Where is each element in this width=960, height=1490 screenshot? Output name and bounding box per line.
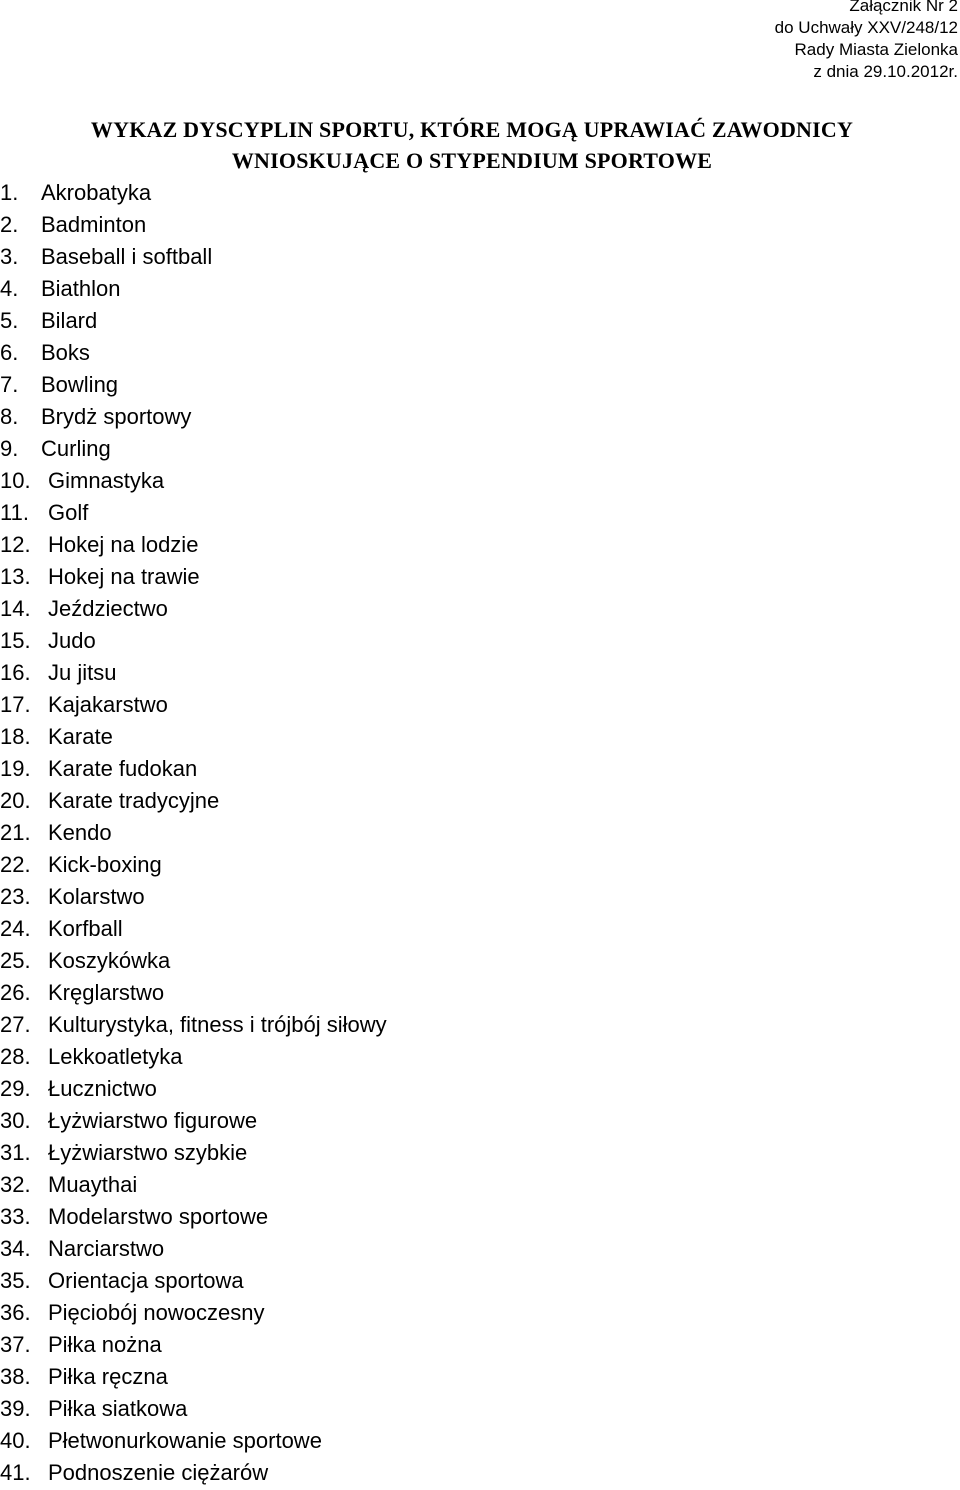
list-item-number: 1. bbox=[0, 180, 19, 205]
list-item bbox=[0, 1009, 387, 1041]
list-item-label: Kulturystyka, fitness i trójbój siłowy bbox=[48, 1012, 387, 1037]
list-item bbox=[0, 1393, 387, 1425]
list-item bbox=[0, 305, 387, 337]
document-title bbox=[0, 114, 944, 176]
list-item bbox=[0, 657, 387, 689]
annex-header bbox=[775, 0, 958, 83]
list-item-label: Jeździectwo bbox=[48, 596, 168, 621]
list-item bbox=[0, 881, 387, 913]
list-item-label: Baseball i softball bbox=[41, 244, 213, 269]
list-item-number: 15. bbox=[0, 628, 31, 653]
list-item bbox=[0, 721, 387, 753]
list-item bbox=[0, 1233, 387, 1265]
list-item-number: 21. bbox=[0, 820, 31, 845]
list-item bbox=[0, 1297, 387, 1329]
list-item-label: Bilard bbox=[41, 308, 98, 333]
list-item-label: Biathlon bbox=[41, 276, 121, 301]
list-item bbox=[0, 913, 387, 945]
list-item-label: Kick-boxing bbox=[48, 852, 162, 877]
list-item-label: Podnoszenie ciężarów bbox=[48, 1460, 269, 1485]
list-item-label: Karate fudokan bbox=[48, 756, 198, 781]
list-item-label: Narciarstwo bbox=[48, 1236, 165, 1261]
list-item-label: Golf bbox=[48, 500, 89, 525]
list-item bbox=[0, 785, 387, 817]
list-item bbox=[0, 1137, 387, 1169]
list-item bbox=[0, 465, 387, 497]
title-line-1: WYKAZ DYSCYPLIN SPORTU, KTÓRE MOGĄ UPRAWIAĆ ZAWODNICY bbox=[90, 117, 854, 142]
list-item-label: Płetwonurkowanie sportowe bbox=[48, 1428, 322, 1453]
list-item bbox=[0, 241, 387, 273]
list-item-number: 20. bbox=[0, 788, 31, 813]
list-item bbox=[0, 369, 387, 401]
list-item bbox=[0, 1329, 387, 1361]
list-item-number: 7. bbox=[0, 372, 19, 397]
annex-council: Rady Miasta Zielonka bbox=[794, 40, 958, 59]
list-item-number: 38. bbox=[0, 1364, 31, 1389]
title-line-2: WNIOSKUJĄCE O STYPENDIUM SPORTOWE bbox=[231, 148, 713, 173]
discipline-list bbox=[0, 177, 387, 1489]
list-item-label: Akrobatyka bbox=[41, 180, 152, 205]
list-item-label: Brydż sportowy bbox=[41, 404, 192, 429]
list-item-number: 32. bbox=[0, 1172, 31, 1197]
list-item bbox=[0, 1073, 387, 1105]
list-item-number: 28. bbox=[0, 1044, 31, 1069]
list-item bbox=[0, 625, 387, 657]
list-item-number: 9. bbox=[0, 436, 19, 461]
list-item-number: 11. bbox=[0, 500, 29, 525]
list-item-number: 41. bbox=[0, 1460, 31, 1485]
list-item-number: 2. bbox=[0, 212, 19, 237]
list-item-number: 29. bbox=[0, 1076, 31, 1101]
list-item bbox=[0, 817, 387, 849]
list-item-label: Badminton bbox=[41, 212, 147, 237]
list-item bbox=[0, 497, 387, 529]
list-item bbox=[0, 209, 387, 241]
list-item-label: Kendo bbox=[48, 820, 112, 845]
list-item-number: 40. bbox=[0, 1428, 31, 1453]
list-item-number: 16. bbox=[0, 660, 31, 685]
list-item-label: Piłka siatkowa bbox=[48, 1396, 188, 1421]
list-item bbox=[0, 1201, 387, 1233]
list-item bbox=[0, 1457, 387, 1489]
list-item-label: Gimnastyka bbox=[48, 468, 165, 493]
list-item-number: 39. bbox=[0, 1396, 31, 1421]
list-item-number: 4. bbox=[0, 276, 19, 301]
list-item-number: 26. bbox=[0, 980, 31, 1005]
list-item bbox=[0, 689, 387, 721]
list-item-label: Boks bbox=[41, 340, 90, 365]
list-item-label: Piłka ręczna bbox=[48, 1364, 168, 1389]
list-item-label: Łucznictwo bbox=[48, 1076, 157, 1101]
list-item bbox=[0, 529, 387, 561]
list-item bbox=[0, 1041, 387, 1073]
list-item-number: 5. bbox=[0, 308, 19, 333]
list-item bbox=[0, 561, 387, 593]
list-item bbox=[0, 177, 387, 209]
list-item bbox=[0, 977, 387, 1009]
list-item-number: 35. bbox=[0, 1268, 31, 1293]
list-item bbox=[0, 1169, 387, 1201]
list-item bbox=[0, 593, 387, 625]
list-item-number: 34. bbox=[0, 1236, 31, 1261]
list-item-number: 12. bbox=[0, 532, 31, 557]
list-item-number: 6. bbox=[0, 340, 19, 365]
list-item bbox=[0, 849, 387, 881]
list-item-label: Korfball bbox=[48, 916, 123, 941]
list-item-number: 10. bbox=[0, 468, 31, 493]
list-item-number: 14. bbox=[0, 596, 31, 621]
list-item-number: 3. bbox=[0, 244, 19, 269]
list-item-label: Muaythai bbox=[48, 1172, 138, 1197]
list-item-label: Łyżwiarstwo szybkie bbox=[48, 1140, 248, 1165]
list-item-label: Kręglarstwo bbox=[48, 980, 165, 1005]
list-item-label: Kajakarstwo bbox=[48, 692, 168, 717]
list-item bbox=[0, 945, 387, 977]
list-item bbox=[0, 1265, 387, 1297]
list-item-number: 30. bbox=[0, 1108, 31, 1133]
list-item-label: Ju jitsu bbox=[48, 660, 117, 685]
list-item-number: 36. bbox=[0, 1300, 31, 1325]
list-item-label: Koszykówka bbox=[48, 948, 171, 973]
list-item-number: 31. bbox=[0, 1140, 31, 1165]
list-item-label: Karate bbox=[48, 724, 113, 749]
list-item-number: 19. bbox=[0, 756, 31, 781]
list-item-label: Judo bbox=[48, 628, 96, 653]
list-item-label: Karate tradycyjne bbox=[48, 788, 220, 813]
list-item bbox=[0, 1425, 387, 1457]
list-item-label: Modelarstwo sportowe bbox=[48, 1204, 269, 1229]
annex-resolution: do Uchwały XXV/248/12 bbox=[774, 18, 958, 37]
list-item bbox=[0, 753, 387, 785]
list-item-label: Curling bbox=[41, 436, 111, 461]
list-item-number: 22. bbox=[0, 852, 31, 877]
list-item bbox=[0, 433, 387, 465]
list-item-label: Pięciobój nowoczesny bbox=[48, 1300, 265, 1325]
annex-date: z dnia 29.10.2012r. bbox=[813, 62, 958, 81]
list-item bbox=[0, 273, 387, 305]
list-item-label: Łyżwiarstwo figurowe bbox=[48, 1108, 258, 1133]
list-item-label: Orientacja sportowa bbox=[48, 1268, 244, 1293]
list-item-number: 17. bbox=[0, 692, 31, 717]
list-item-number: 37. bbox=[0, 1332, 31, 1357]
list-item-label: Hokej na lodzie bbox=[48, 532, 199, 557]
list-item-number: 24. bbox=[0, 916, 31, 941]
list-item-label: Hokej na trawie bbox=[48, 564, 200, 589]
list-item-number: 13. bbox=[0, 564, 31, 589]
annex-number: Załącznik Nr 2 bbox=[849, 0, 958, 15]
list-item-label: Lekkoatletyka bbox=[48, 1044, 183, 1069]
list-item-number: 8. bbox=[0, 404, 19, 429]
list-item-number: 18. bbox=[0, 724, 31, 749]
list-item-label: Bowling bbox=[41, 372, 119, 397]
list-item-number: 27. bbox=[0, 1012, 31, 1037]
list-item-label: Kolarstwo bbox=[48, 884, 145, 909]
list-item bbox=[0, 401, 387, 433]
list-item bbox=[0, 337, 387, 369]
list-item bbox=[0, 1105, 387, 1137]
list-item bbox=[0, 1361, 387, 1393]
list-item-number: 33. bbox=[0, 1204, 31, 1229]
list-item-number: 25. bbox=[0, 948, 31, 973]
list-item-number: 23. bbox=[0, 884, 31, 909]
list-item-label: Piłka nożna bbox=[48, 1332, 162, 1357]
